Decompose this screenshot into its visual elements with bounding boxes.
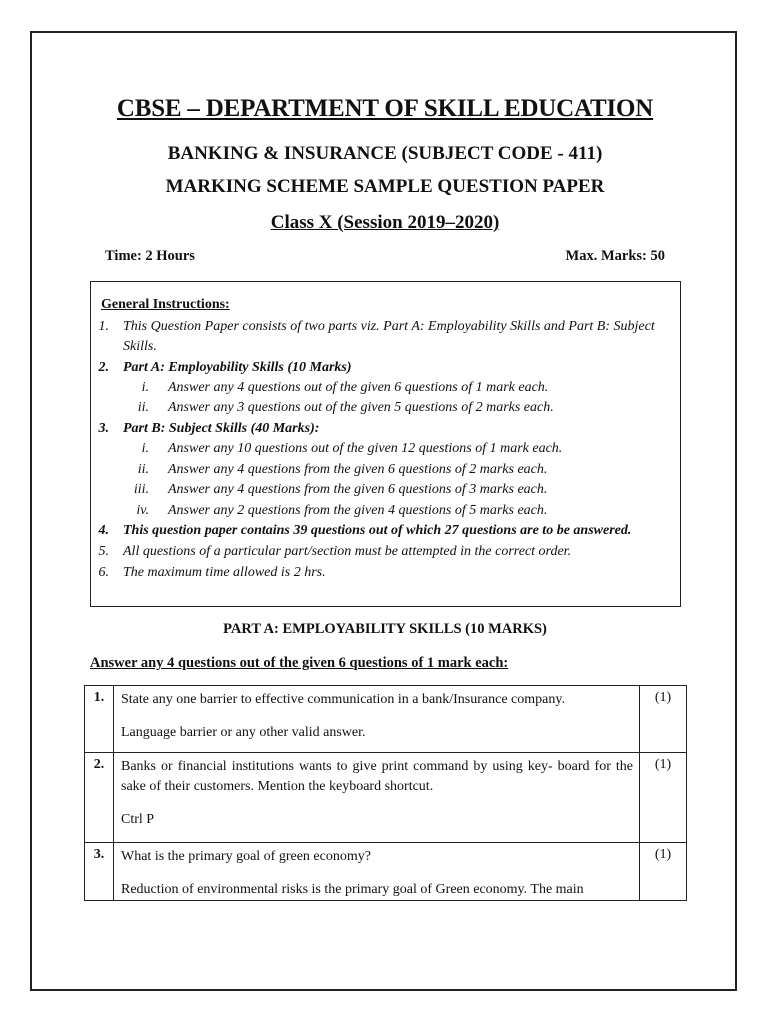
class-session-heading: Class X (Session 2019–2020) bbox=[270, 212, 500, 233]
max-marks-label: Max. Marks: 50 bbox=[565, 248, 665, 264]
answer-text: Language barrier or any other valid answer. bbox=[121, 725, 366, 740]
question-text: What is the primary goal of green economy? bbox=[121, 849, 371, 864]
instruction-number: 3. bbox=[98, 421, 109, 436]
question-cell bbox=[114, 843, 640, 901]
instruction-text: This question paper contains 39 questions out of which 27 questions are to be answered. bbox=[123, 523, 632, 538]
time-label: Time: 2 Hours bbox=[105, 248, 195, 264]
instruction-text: This Question Paper consists of two parts viz. Part A: Employability Skills and Part B: Subject bbox=[123, 319, 655, 334]
page-title: CBSE – DEPARTMENT OF SKILL EDUCATION bbox=[116, 95, 654, 122]
marks: (1) bbox=[640, 686, 687, 753]
answer-text: Reduction of environmental risks is the primary goal of Green economy. The main bbox=[121, 882, 584, 897]
sub-instruction-number: iii. bbox=[133, 482, 149, 497]
sub-instruction-text: Answer any 4 questions out of the given 6 questions of 1 mark each. bbox=[168, 380, 549, 395]
sub-instruction-number: ii. bbox=[137, 462, 149, 477]
sub-instruction-text: Answer any 4 questions from the given 6 questions of 2 marks each. bbox=[168, 462, 548, 477]
answer-text: Ctrl P bbox=[121, 812, 155, 827]
paper-type-heading: MARKING SCHEME SAMPLE QUESTION PAPER bbox=[165, 176, 605, 197]
sub-instruction-number: i. bbox=[141, 380, 149, 395]
instruction-text: Part A: Employability Skills (10 Marks) bbox=[123, 360, 352, 375]
instruction-text: All questions of a particular part/section must be attempted in the correct order. bbox=[123, 544, 572, 559]
question-number: 3. bbox=[85, 843, 114, 901]
instruction-text: Part B: Subject Skills (40 Marks): bbox=[123, 421, 320, 436]
sub-instruction-number: ii. bbox=[137, 400, 149, 415]
instruction-number: 5. bbox=[98, 544, 109, 559]
marks: (1) bbox=[640, 843, 687, 901]
question-number: 1. bbox=[85, 686, 114, 753]
instruction-number: 1. bbox=[98, 319, 109, 334]
question-text: State any one barrier to effective communication in a bank/Insurance company. bbox=[121, 692, 565, 707]
question-number: 2. bbox=[85, 753, 114, 843]
sub-instruction-text: Answer any 2 questions from the given 4 questions of 5 marks each. bbox=[168, 503, 548, 518]
sub-instruction-text: Answer any 4 questions from the given 6 questions of 3 marks each. bbox=[168, 482, 548, 497]
instruction-number: 2. bbox=[98, 360, 109, 375]
instruction-text: The maximum time allowed is 2 hrs. bbox=[123, 565, 326, 580]
part-a-title: PART A: EMPLOYABILITY SKILLS (10 MARKS) bbox=[223, 621, 547, 637]
instruction-text-continued: Skills. bbox=[123, 339, 157, 354]
question-cell bbox=[114, 686, 640, 753]
table-row bbox=[85, 686, 687, 753]
instruction-number: 6. bbox=[98, 565, 109, 580]
sub-instruction-number: iv. bbox=[136, 503, 149, 518]
question-cell bbox=[114, 753, 640, 843]
table-row bbox=[85, 843, 687, 901]
general-instructions-box bbox=[90, 281, 681, 607]
instructions-heading: General Instructions: bbox=[101, 297, 230, 312]
subject-heading: BANKING & INSURANCE (SUBJECT CODE - 411) bbox=[167, 143, 603, 164]
instruction-number: 4. bbox=[98, 523, 109, 538]
questions-table bbox=[84, 685, 687, 901]
question-text: Banks or financial institutions wants to give print command by using key- board for the sake of their customers. Mention the keyboard shortcut. bbox=[121, 759, 633, 794]
marks: (1) bbox=[640, 753, 687, 843]
answer-instruction-heading: Answer any 4 questions out of the given 6 questions of 1 mark each: bbox=[90, 655, 509, 671]
sub-instruction-text: Answer any 3 questions out of the given 5 questions of 2 marks each. bbox=[168, 400, 554, 415]
table-row bbox=[85, 753, 687, 843]
sub-instruction-number: i. bbox=[141, 441, 149, 456]
sub-instruction-text: Answer any 10 questions out of the given 12 questions of 1 mark each. bbox=[168, 441, 563, 456]
